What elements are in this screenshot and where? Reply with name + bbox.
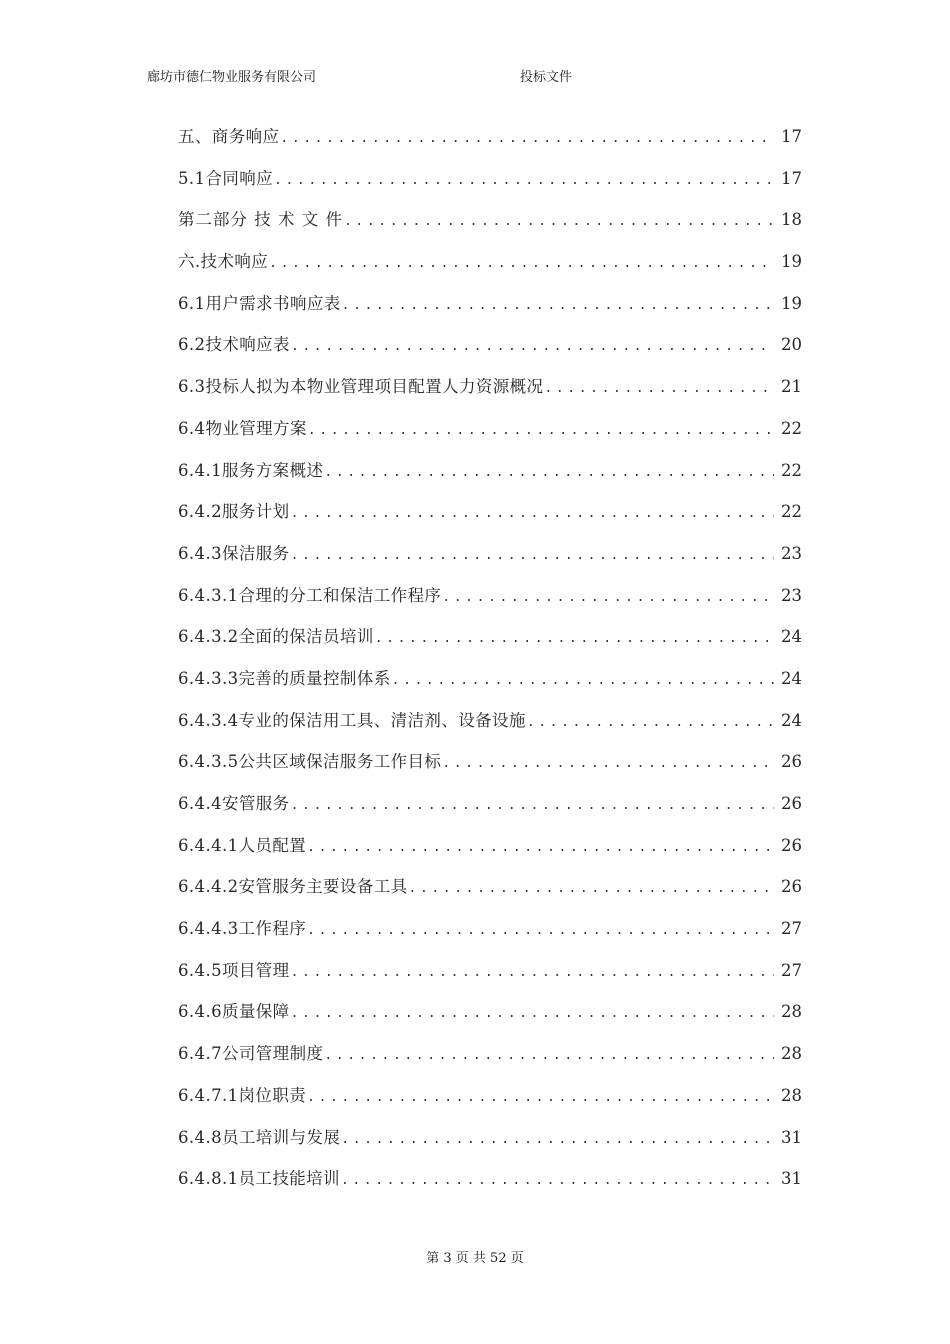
toc-entry-page-number: 23	[781, 585, 802, 605]
toc-dot-leader	[307, 835, 774, 861]
toc-entry-title: 6.4.7.1岗位职责	[178, 1085, 307, 1105]
toc-entry-page-number: 26	[781, 794, 802, 813]
toc-entry-title: 6.4.3.2全面的保洁员培训	[178, 627, 374, 647]
toc-entry[interactable]	[178, 291, 802, 333]
toc-entry-page-number: 19	[781, 252, 802, 272]
toc-dot-leader	[527, 710, 774, 736]
toc-dot-leader	[409, 876, 774, 902]
toc-entry-page-number: 28	[781, 1044, 802, 1064]
toc-dot-leader	[307, 1085, 774, 1111]
toc-entry-title: 6.4.8.1员工技能培训	[178, 1169, 340, 1189]
toc-entry[interactable]	[178, 499, 802, 541]
toc-dot-leader	[375, 626, 774, 652]
toc-entry-page-number: 28	[781, 1085, 802, 1105]
toc-entry-title: 6.4.4.2安管服务主要设备工具	[178, 877, 408, 897]
toc-entry-title: 6.4.3.3完善的质量控制体系	[178, 668, 391, 688]
toc-entry[interactable]	[178, 666, 802, 708]
table-of-contents	[178, 124, 802, 1208]
toc-entry-page-number: 26	[781, 752, 802, 772]
toc-dot-leader	[307, 918, 774, 944]
toc-entry-page-number: 20	[781, 335, 802, 355]
toc-entry-page-number: 22	[781, 502, 802, 522]
toc-entry[interactable]	[178, 624, 802, 666]
toc-entry-title: 6.4.4安管服务	[178, 794, 290, 813]
toc-entry[interactable]	[178, 958, 802, 1000]
toc-entry[interactable]	[178, 1166, 802, 1208]
toc-entry-title: 6.4.1服务方案概述	[178, 460, 324, 480]
header-company-name: 廊坊市德仁物业服务有限公司	[147, 70, 317, 85]
toc-entry[interactable]	[178, 1041, 802, 1083]
toc-entry-title: 6.4物业管理方案	[178, 418, 307, 438]
toc-entry[interactable]	[178, 583, 802, 625]
toc-entry[interactable]	[178, 332, 802, 374]
toc-entry-page-number: 21	[781, 377, 802, 397]
toc-entry-title: 6.3投标人拟为本物业管理项目配置人力资源概况	[178, 377, 544, 397]
toc-entry-title: 6.2技术响应表	[178, 335, 290, 355]
toc-entry[interactable]	[178, 1125, 802, 1167]
toc-dot-leader	[342, 293, 774, 319]
toc-entry[interactable]	[178, 874, 802, 916]
toc-entry-page-number: 24	[781, 627, 802, 647]
toc-entry-title: 6.4.4.3工作程序	[178, 919, 307, 939]
toc-entry-page-number: 26	[781, 877, 802, 897]
toc-entry-title: 6.1用户需求书响应表	[178, 293, 341, 313]
toc-dot-leader	[269, 251, 774, 277]
page-footer: 第 3 页 共 52 页	[426, 1251, 524, 1266]
toc-entry-page-number: 28	[781, 1002, 802, 1022]
toc-entry-title: 6.4.7公司管理制度	[178, 1044, 324, 1064]
toc-entry-title: 6.4.3.1合理的分工和保洁工作程序	[178, 585, 442, 605]
toc-entry-page-number: 31	[781, 1169, 802, 1189]
toc-dot-leader	[341, 1127, 774, 1153]
toc-entry-page-number: 24	[781, 668, 802, 688]
toc-entry-page-number: 17	[781, 127, 802, 146]
toc-dot-leader	[392, 668, 774, 694]
toc-entry-title: 五、商务响应	[178, 127, 280, 146]
toc-dot-leader	[291, 793, 774, 819]
toc-entry[interactable]	[178, 124, 802, 166]
toc-entry-title: 6.4.2服务计划	[178, 502, 290, 522]
toc-dot-leader	[544, 376, 774, 402]
toc-entry[interactable]	[178, 249, 802, 291]
toc-dot-leader	[341, 1168, 774, 1194]
toc-entry-page-number: 27	[781, 919, 802, 939]
toc-entry[interactable]	[178, 916, 802, 958]
toc-dot-leader	[291, 334, 774, 360]
toc-entry-title: 6.4.5项目管理	[178, 960, 290, 980]
toc-dot-leader	[442, 585, 774, 611]
toc-dot-leader	[291, 960, 774, 986]
toc-entry-title: 6.4.8员工培训与发展	[178, 1127, 341, 1147]
toc-dot-leader	[291, 501, 774, 527]
toc-entry[interactable]	[178, 374, 802, 416]
toc-entry-title: 6.4.6质量保障	[178, 1002, 290, 1022]
toc-dot-leader	[274, 168, 774, 194]
toc-entry-page-number: 31	[781, 1127, 802, 1147]
toc-dot-leader	[344, 209, 774, 235]
toc-entry-title: 第二部分 技 术 文 件	[178, 210, 343, 230]
toc-dot-leader	[442, 751, 774, 777]
toc-entry[interactable]	[178, 416, 802, 458]
toc-dot-leader	[308, 418, 774, 444]
toc-entry-title: 6.4.3.4专业的保洁用工具、清洁剂、设备设施	[178, 710, 526, 730]
toc-entry-title: 5.1合同响应	[178, 168, 274, 188]
toc-entry-title: 6.4.4.1人员配置	[178, 835, 307, 855]
toc-entry-title: 6.4.3.5公共区域保洁服务工作目标	[178, 752, 442, 772]
toc-entry[interactable]	[178, 999, 802, 1041]
toc-entry[interactable]	[178, 833, 802, 875]
toc-entry-page-number: 17	[781, 168, 802, 188]
toc-entry[interactable]	[178, 541, 802, 583]
toc-dot-leader	[280, 126, 774, 152]
toc-dot-leader	[324, 460, 774, 486]
toc-entry[interactable]	[178, 207, 802, 249]
toc-entry-title: 6.4.3保洁服务	[178, 543, 290, 563]
toc-entry-page-number: 19	[781, 293, 802, 313]
toc-entry-page-number: 24	[781, 710, 802, 730]
toc-entry[interactable]	[178, 458, 802, 500]
toc-entry[interactable]	[178, 166, 802, 208]
toc-entry[interactable]	[178, 749, 802, 791]
toc-entry-page-number: 22	[781, 460, 802, 480]
toc-entry-page-number: 23	[781, 543, 802, 563]
toc-entry-page-number: 26	[781, 835, 802, 855]
toc-dot-leader	[324, 1043, 774, 1069]
toc-entry[interactable]	[178, 1083, 802, 1125]
toc-entry-page-number: 22	[781, 418, 802, 438]
page-header	[0, 66, 950, 88]
toc-dot-leader	[291, 1001, 774, 1027]
toc-entry-page-number: 18	[781, 210, 802, 230]
toc-dot-leader	[291, 543, 774, 569]
toc-entry-page-number: 27	[781, 960, 802, 980]
toc-entry-title: 六.技术响应	[178, 252, 269, 272]
toc-entry[interactable]	[178, 791, 802, 833]
toc-entry[interactable]	[178, 708, 802, 750]
header-document-type: 投标文件	[520, 70, 573, 85]
